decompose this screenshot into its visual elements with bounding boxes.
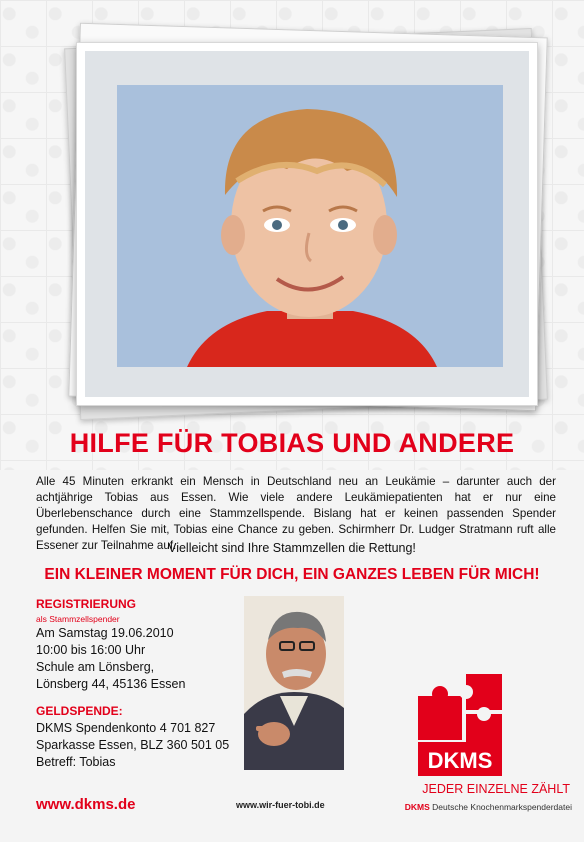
info-column — [36, 596, 246, 771]
logo-text: DKMS — [427, 748, 493, 773]
patron-portrait-photo — [244, 596, 344, 770]
donation-bank: Sparkasse Essen, BLZ 360 501 05 — [36, 738, 230, 752]
photo-stack — [64, 20, 554, 420]
patron-illustration — [244, 596, 344, 770]
registration-subheading: als Stammzellspender — [36, 614, 120, 624]
org-abbreviation: DKMS — [404, 802, 430, 812]
donation-reference: Betreff: Tobias — [36, 755, 116, 769]
campaign-website-link[interactable]: www.wir-fuer-tobi.de — [236, 800, 325, 810]
org-line — [366, 802, 572, 812]
registration-heading: REGISTRIERUNG — [36, 597, 137, 611]
slogan: EIN KLEINER MOMENT FÜR DICH, EIN GANZES LEBEN FÜR MICH! — [44, 566, 540, 583]
registration-address: Lönsberg 44, 45136 Essen — [36, 677, 186, 691]
boy-portrait-illustration — [117, 85, 503, 367]
donation-account: DKMS Spendenkonto 4 701 827 — [36, 721, 216, 735]
photo-print-front — [76, 42, 538, 406]
donation-heading: GELDSPENDE: — [36, 704, 123, 718]
boy-portrait-photo — [117, 85, 503, 367]
org-name: Deutsche Knochenmarkspenderdatei — [432, 802, 572, 812]
body-paragraph: Alle 45 Minuten erkrankt ein Mensch in Deutschland neu an Leukämie – darunter auch der achtjährige Tobias aus Essen. Wie viele andere Leukämiepatienten hat er nur eine Überlebenschance durch eine Stammzellspende. Bislang hat er keinen passenden Spender gefunden. Helfen Sie mit, Tobias eine Chance zu geben. Schirmherr Dr. Ludger Stratmann ruft alle Essener zur Teilnahme auf. — [36, 475, 556, 552]
puzzle-logo-icon — [390, 668, 570, 778]
logo-tagline: JEDER EINZELNE ZÄHLT — [422, 782, 570, 796]
registration-time: 10:00 bis 16:00 Uhr — [36, 643, 146, 657]
registration-date: Am Samstag 19.06.2010 — [36, 626, 174, 640]
body-highlight: Vielleicht sind Ihre Stammzellen die Rettung! — [168, 541, 416, 555]
photo-mat — [85, 51, 529, 397]
headline: HILFE FÜR TOBIAS UND ANDERE — [69, 428, 515, 458]
dkms-website-link[interactable]: www.dkms.de — [36, 796, 136, 813]
registration-venue: Schule am Lönsberg, — [36, 660, 155, 674]
